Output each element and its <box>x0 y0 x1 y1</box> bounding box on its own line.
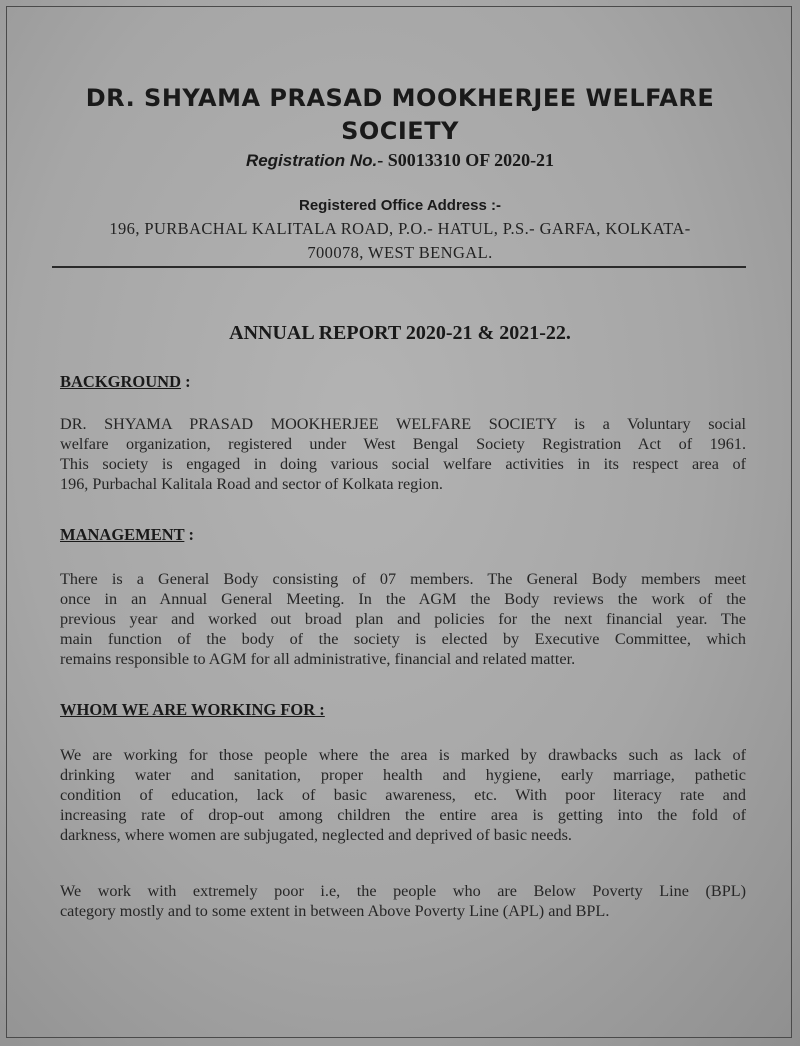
office-address-label: Registered Office Address :- <box>299 197 501 214</box>
registration-value: - S0013310 OF 2020-21 <box>377 150 555 170</box>
whom-line: We work with extremely poor i.e, the people who are Below Poverty Line (BPL) <box>60 882 746 900</box>
whom-paragraph-2 <box>60 881 746 921</box>
management-line: main function of the body of the society is elected by Executive Committee, which <box>60 630 746 648</box>
registration-number <box>100 150 700 171</box>
background-line: This society is engaged in doing various social welfare activities in its respect area of <box>60 455 746 473</box>
whom-line: increasing rate of drop-out among children the entire area is getting into the fold of <box>60 806 746 824</box>
address-line1: 196, PURBACHAL KALITALA ROAD, P.O.- HATUL, P.S.- GARFA, KOLKATA- <box>109 219 691 238</box>
background-line: 196, Purbachal Kalitala Road and sector of Kolkata region. <box>60 475 443 493</box>
background-heading <box>60 372 191 392</box>
whom-line: category mostly and to some extent in between Above Poverty Line (APL) and BPL. <box>60 902 610 920</box>
whom-line: darkness, where women are subjugated, neglected and deprived of basic needs. <box>60 826 572 844</box>
whom-line: condition of education, lack of basic awareness, etc. With poor literacy rate and <box>60 786 746 804</box>
management-line: remains responsible to AGM for all administrative, financial and related matter. <box>60 650 576 668</box>
whom-line: We are working for those people where the area is marked by drawbacks such as lack of <box>60 746 746 764</box>
org-name-line2: SOCIETY <box>341 117 459 145</box>
management-heading <box>60 525 194 545</box>
background-line: DR. SHYAMA PRASAD MOOKHERJEE WELFARE SOCIETY is a Voluntary social <box>60 415 746 433</box>
management-line: There is a General Body consisting of 07 members. The General Body members meet <box>60 570 746 588</box>
background-paragraph <box>60 414 746 494</box>
background-heading-suffix: : <box>181 372 191 391</box>
org-name-line1: DR. SHYAMA PRASAD MOOKHERJEE WELFARE <box>85 84 715 112</box>
background-heading-text: BACKGROUND <box>60 372 182 391</box>
report-title: ANNUAL REPORT 2020-21 & 2021-22. <box>229 322 571 344</box>
whom-heading-text: WHOM WE ARE WORKING FOR : <box>60 700 325 719</box>
management-line: previous year and worked out broad plan and policies for the next financial year. The <box>60 610 746 628</box>
management-heading-text: MANAGEMENT <box>60 525 185 544</box>
whom-heading <box>60 700 325 720</box>
whom-line: drinking water and sanitation, proper health and hygiene, early marriage, pathetic <box>60 766 746 784</box>
header-divider <box>52 266 746 268</box>
management-heading-suffix: : <box>184 525 194 544</box>
address-line2: 700078, WEST BENGAL. <box>307 243 493 262</box>
management-paragraph <box>60 569 746 669</box>
background-line: welfare organization, registered under West Bengal Society Registration Act of 1961. <box>60 435 746 453</box>
whom-paragraph-1 <box>60 745 746 845</box>
management-line: once in an Annual General Meeting. In the AGM the Body reviews the work of the <box>60 590 746 608</box>
registration-label: Registration No. <box>245 151 378 170</box>
